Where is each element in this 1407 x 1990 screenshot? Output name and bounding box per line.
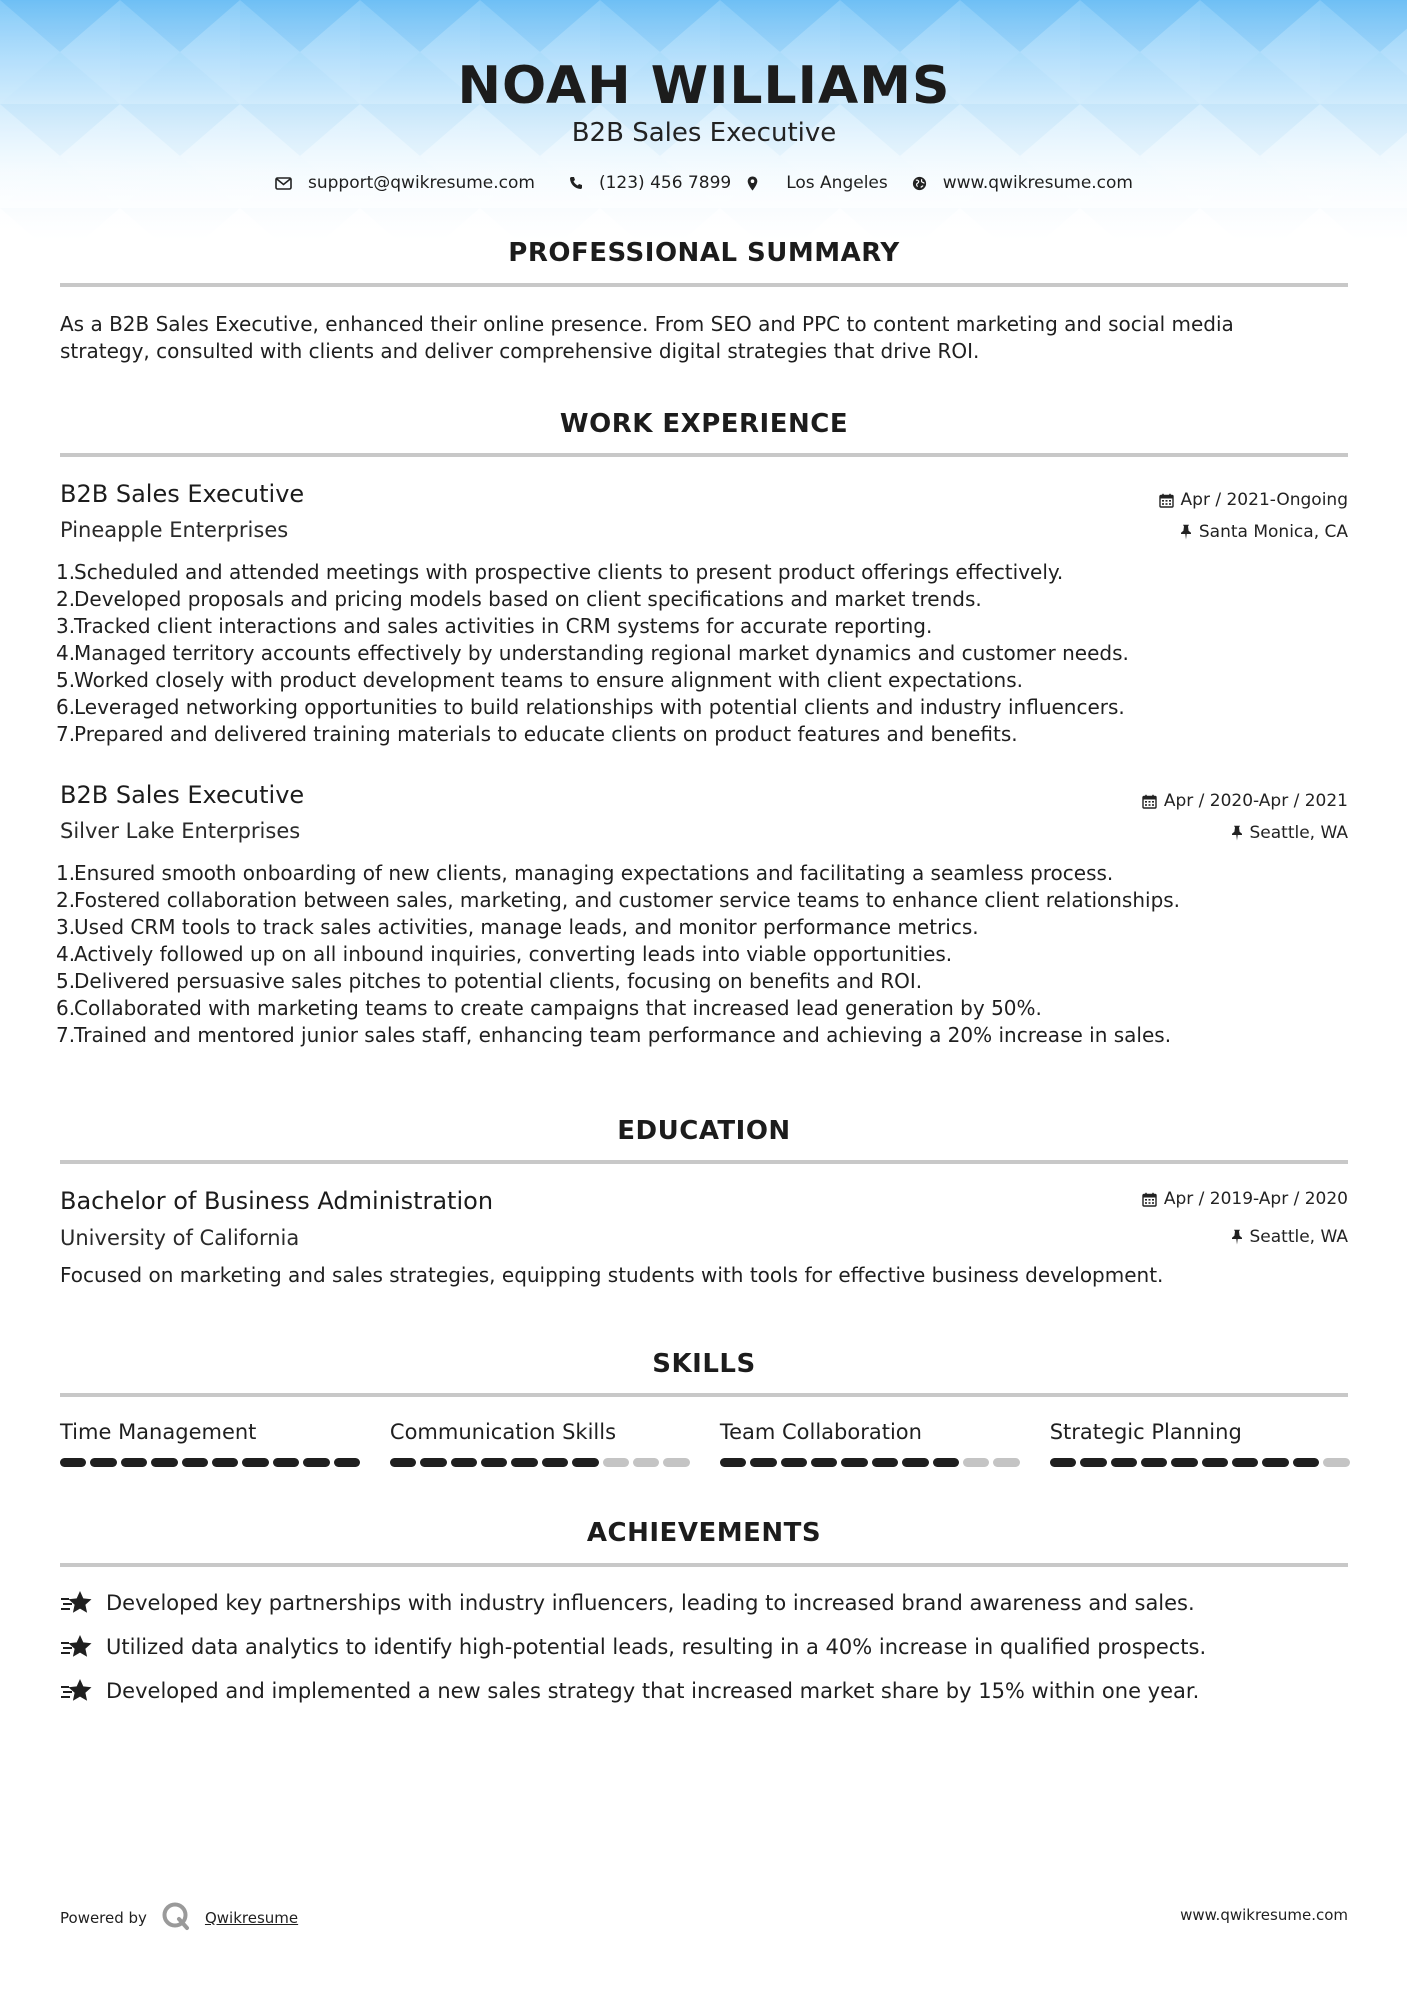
skill-dot-empty: [993, 1458, 1019, 1467]
skill-name: Strategic Planning: [1049, 1420, 1242, 1444]
achievement-text: Utilized data analytics to identify high-potential leads, resulting in a 40% increase in qualified prospects.: [106, 1635, 1207, 1659]
skill-dot-filled: [542, 1458, 568, 1467]
skill-dot-filled: [511, 1458, 537, 1467]
education-divider: [60, 1160, 1348, 1164]
item-number: 4.: [56, 641, 76, 665]
star-icon: [60, 1678, 94, 1704]
item-number: 7.: [56, 1023, 76, 1047]
skill-dot-filled: [1141, 1458, 1167, 1467]
achievements-heading: ACHIEVEMENTS: [586, 1518, 822, 1548]
item-text: Delivered persuasive sales pitches to potential clients, focusing on benefits and ROI.: [74, 969, 923, 993]
list-item: [56, 559, 1348, 586]
item-text: Collaborated with marketing teams to create campaigns that increased lead generation by 50%.: [74, 996, 1042, 1020]
job-location: [1231, 823, 1349, 843]
summary-line: strategy, consulted with clients and deliver comprehensive digital strategies that drive ROI.: [60, 339, 980, 363]
skill-level-meter: [1050, 1458, 1350, 1467]
item-text: Prepared and delivered training materials to educate clients on product features and benefits.: [74, 722, 1018, 746]
skill-level-meter: [390, 1458, 690, 1467]
skill-name: Communication Skills: [389, 1420, 617, 1444]
item-text: Used CRM tools to track sales activities, manage leads, and monitor performance metrics.: [74, 915, 979, 939]
skill-dot-empty: [603, 1458, 629, 1467]
item-number: 1.: [56, 861, 76, 885]
star-icon: [60, 1590, 94, 1616]
powered-by-label: Powered by: [60, 1909, 147, 1927]
item-text: Fostered collaboration between sales, marketing, and customer service teams to enhance client relationships.: [74, 888, 1181, 912]
achievement-item: [60, 1634, 1348, 1660]
skill-dot-filled: [481, 1458, 507, 1467]
education-heading: EDUCATION: [617, 1116, 791, 1146]
item-number: 6.: [56, 695, 76, 719]
experience-divider: [60, 453, 1348, 457]
summary-divider: [60, 283, 1348, 287]
footer-website[interactable]: www.qwikresume.com: [1180, 1906, 1348, 1924]
skill-item: [60, 1420, 360, 1467]
achievement-text: Developed and implemented a new sales strategy that increased market share by 15% within one year.: [106, 1679, 1200, 1703]
qwikresume-logo-icon: [161, 1901, 191, 1935]
skill-dot-filled: [1111, 1458, 1137, 1467]
job-dates: [1142, 791, 1348, 811]
skill-level-meter: [60, 1458, 360, 1467]
skill-item: [720, 1420, 1020, 1467]
skill-dot-filled: [273, 1458, 299, 1467]
star-icon: [60, 1634, 94, 1660]
list-item: [56, 586, 1348, 613]
contact-phone[interactable]: [569, 173, 731, 193]
envelope-icon: [275, 177, 292, 190]
list-item: [56, 887, 1348, 914]
skill-dot-filled: [212, 1458, 238, 1467]
skills-row: [60, 1420, 1348, 1467]
list-item: [56, 860, 1348, 887]
education-location: [1231, 1227, 1349, 1247]
skill-dot-filled: [242, 1458, 268, 1467]
education-description: Focused on marketing and sales strategies, equipping students with tools for effective business development.: [60, 1263, 1164, 1287]
skill-dot-filled: [1232, 1458, 1258, 1467]
item-number: 3.: [56, 614, 76, 638]
skills-heading: SKILLS: [652, 1349, 756, 1379]
skill-name: Team Collaboration: [719, 1420, 922, 1444]
job-dates: [1159, 490, 1348, 510]
skill-dot-filled: [750, 1458, 776, 1467]
skill-dot-filled: [872, 1458, 898, 1467]
school-name: University of California: [60, 1226, 300, 1250]
contact-email[interactable]: [275, 173, 535, 193]
email-text: support@qwikresume.com: [308, 173, 535, 193]
skill-dot-empty: [1323, 1458, 1349, 1467]
item-text: Ensured smooth onboarding of new clients, managing expectations and facilitating a seamless process.: [74, 861, 1114, 885]
job-company: Silver Lake Enterprises: [60, 819, 301, 843]
candidate-name: NOAH WILLIAMS: [457, 56, 951, 116]
item-number: 4.: [56, 942, 76, 966]
skill-dot-filled: [841, 1458, 867, 1467]
skill-dot-filled: [90, 1458, 116, 1467]
item-text: Leveraged networking opportunities to build relationships with potential clients and industry influencers.: [74, 695, 1125, 719]
item-number: 1.: [56, 560, 76, 584]
list-item: [56, 721, 1348, 748]
skill-dot-filled: [1293, 1458, 1319, 1467]
map-pin-icon: [747, 176, 758, 191]
skill-dot-filled: [451, 1458, 477, 1467]
job-location-text: Santa Monica, CA: [1198, 522, 1348, 542]
item-text: Developed proposals and pricing models based on client specifications and market trends.: [74, 587, 982, 611]
list-item: [56, 995, 1348, 1022]
item-number: 6.: [56, 996, 76, 1020]
footer-powered-by: [60, 1901, 298, 1935]
skill-dot-filled: [811, 1458, 837, 1467]
candidate-role: B2B Sales Executive: [571, 118, 837, 148]
calendar-icon: [1142, 794, 1157, 809]
skill-dot-empty: [633, 1458, 659, 1467]
list-item: [56, 914, 1348, 941]
education-dates: [1142, 1189, 1348, 1209]
skill-dot-filled: [1202, 1458, 1228, 1467]
skill-item: [390, 1420, 690, 1467]
skill-dot-filled: [60, 1458, 86, 1467]
list-item: [56, 613, 1348, 640]
summary-text: [60, 311, 1348, 365]
skill-dot-filled: [182, 1458, 208, 1467]
list-item: [56, 1022, 1348, 1049]
item-text: Worked closely with product development teams to ensure alignment with client expectations.: [74, 668, 1023, 692]
phone-text: (123) 456 7899: [598, 173, 732, 193]
list-item: [56, 941, 1348, 968]
education-location-text: Seattle, WA: [1249, 1227, 1348, 1247]
skill-dot-empty: [663, 1458, 689, 1467]
skill-dot-filled: [781, 1458, 807, 1467]
calendar-icon: [1142, 1192, 1157, 1207]
skill-dot-filled: [902, 1458, 928, 1467]
achievements-divider: [60, 1563, 1348, 1567]
job-bullets: [56, 559, 1348, 748]
job-title: B2B Sales Executive: [60, 781, 305, 809]
contact-website[interactable]: [912, 173, 1133, 193]
list-item: [56, 667, 1348, 694]
pushpin-icon: [1231, 825, 1243, 841]
pushpin-icon: [1231, 1229, 1243, 1245]
calendar-icon: [1159, 493, 1174, 508]
skill-dot-filled: [420, 1458, 446, 1467]
summary-heading: PROFESSIONAL SUMMARY: [508, 238, 900, 268]
skill-dot-filled: [390, 1458, 416, 1467]
item-text: Scheduled and attended meetings with prospective clients to present product offerings effectively.: [74, 560, 1064, 584]
skill-dot-filled: [933, 1458, 959, 1467]
education-dates-text: Apr / 2019-Apr / 2020: [1163, 1189, 1348, 1209]
skill-dot-filled: [151, 1458, 177, 1467]
item-number: 7.: [56, 722, 76, 746]
skill-dot-filled: [334, 1458, 360, 1467]
website-text: www.qwikresume.com: [942, 173, 1133, 193]
job-bullets: [56, 860, 1348, 1049]
skill-dot-empty: [963, 1458, 989, 1467]
achievement-text: Developed key partnerships with industry influencers, leading to increased brand awareness and sales.: [106, 1591, 1195, 1615]
item-number: 5.: [56, 969, 76, 993]
skill-dot-filled: [1262, 1458, 1288, 1467]
job-dates-text: Apr / 2021-Ongoing: [1180, 490, 1348, 510]
item-number: 2.: [56, 888, 76, 912]
phone-icon: [569, 176, 583, 190]
skills-divider: [60, 1393, 1348, 1397]
job-title: B2B Sales Executive: [60, 480, 305, 508]
summary-line: As a B2B Sales Executive, enhanced their online presence. From SEO and PPC to content marketing and social media: [60, 312, 1234, 336]
skill-level-meter: [720, 1458, 1020, 1467]
item-text: Tracked client interactions and sales activities in CRM systems for accurate reporting.: [74, 614, 933, 638]
skill-dot-filled: [720, 1458, 746, 1467]
pushpin-icon: [1180, 524, 1192, 540]
contact-bar: [60, 173, 1348, 193]
item-text: Trained and mentored junior sales staff, enhancing team performance and achieving a 20% increase in sales.: [74, 1023, 1172, 1047]
job-location: [1180, 522, 1348, 542]
item-number: 2.: [56, 587, 76, 611]
skill-dot-filled: [1050, 1458, 1076, 1467]
item-text: Managed territory accounts effectively by understanding regional market dynamics and customer needs.: [74, 641, 1129, 665]
brand-link[interactable]: Qwikresume: [204, 1909, 299, 1927]
achievement-item: [60, 1678, 1348, 1704]
item-text: Actively followed up on all inbound inquiries, converting leads into viable opportunities.: [74, 942, 953, 966]
globe-icon: [912, 176, 927, 191]
contact-location: [747, 173, 888, 193]
skill-dot-filled: [1080, 1458, 1106, 1467]
job-dates-text: Apr / 2020-Apr / 2021: [1163, 791, 1348, 811]
location-text: Los Angeles: [786, 173, 888, 193]
skill-dot-filled: [121, 1458, 147, 1467]
list-item: [56, 694, 1348, 721]
experience-heading: WORK EXPERIENCE: [559, 409, 849, 439]
item-number: 5.: [56, 668, 76, 692]
item-number: 3.: [56, 915, 76, 939]
skill-item: [1050, 1420, 1350, 1467]
degree-title: Bachelor of Business Administration: [60, 1187, 494, 1215]
skill-dot-filled: [1171, 1458, 1197, 1467]
list-item: [56, 968, 1348, 995]
skill-dot-filled: [303, 1458, 329, 1467]
job-company: Pineapple Enterprises: [60, 518, 289, 542]
skill-dot-filled: [572, 1458, 598, 1467]
skill-name: Time Management: [60, 1420, 257, 1444]
achievement-item: [60, 1590, 1348, 1616]
job-location-text: Seattle, WA: [1249, 823, 1348, 843]
list-item: [56, 640, 1348, 667]
